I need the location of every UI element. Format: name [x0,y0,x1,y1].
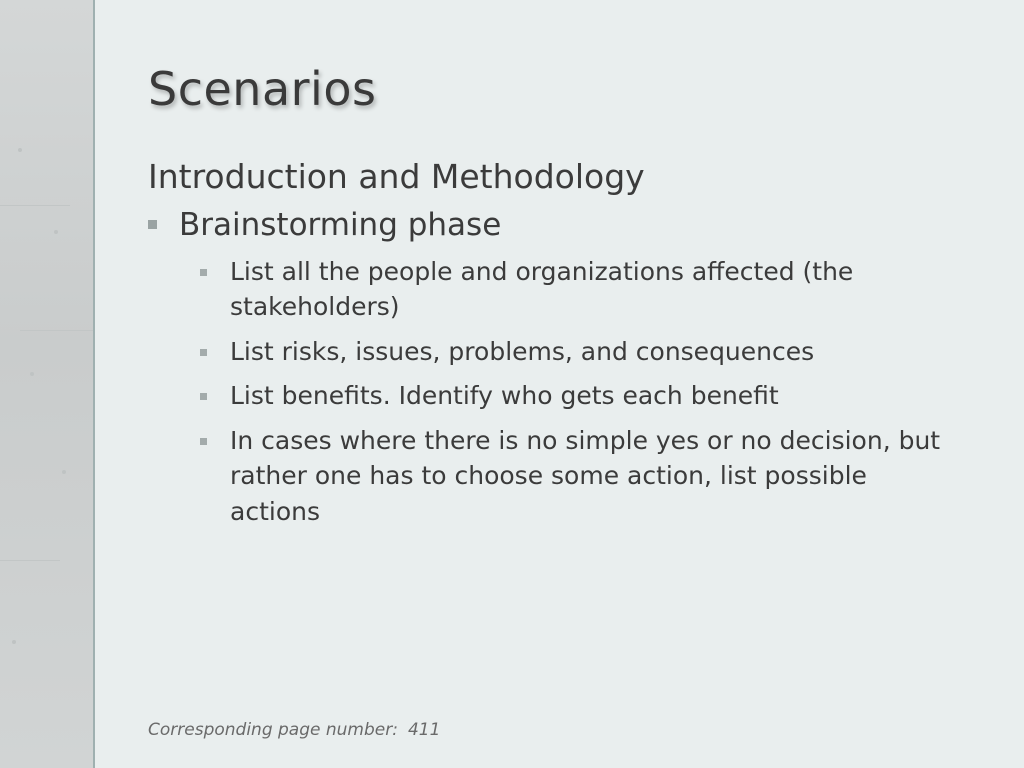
decorative-line [20,330,93,331]
decorative-line [0,560,60,561]
list-item [200,254,968,325]
vertical-divider [93,0,95,768]
list-item [200,378,968,414]
square-bullet-icon [200,438,207,445]
bullet-level1-text: Brainstorming phase [179,206,502,243]
decorative-dot [30,372,34,376]
footer-label: Corresponding page number: [148,720,398,740]
square-bullet-icon [200,393,207,400]
decorative-dot [12,640,16,644]
square-bullet-icon [200,349,207,356]
section-heading: Introduction and Methodology [148,157,645,196]
square-bullet-icon [200,269,207,276]
slide-body [148,158,968,538]
decorative-side-band [0,0,93,768]
decorative-dot [62,470,66,474]
list-item-text: List all the people and organizations affected (the stakeholders) [230,256,854,322]
list-item-text: List risks, issues, problems, and consequences [230,336,815,366]
square-bullet-icon [148,220,157,229]
list-item [200,423,968,530]
decorative-dot [18,148,22,152]
decorative-line [0,205,70,206]
page-number: 411 [407,720,441,740]
footer-page-reference [148,720,440,740]
list-item [200,334,968,370]
decorative-dot [54,230,58,234]
bullet-level1 [148,208,968,244]
bullet-level2-list [200,254,968,530]
list-item-text: In cases where there is no simple yes or no decision, but rather one has to choose some action, list possible actions [230,425,941,526]
slide-title: Scenarios [148,62,377,116]
list-item-text: List benefits. Identify who gets each benefit [230,381,779,411]
